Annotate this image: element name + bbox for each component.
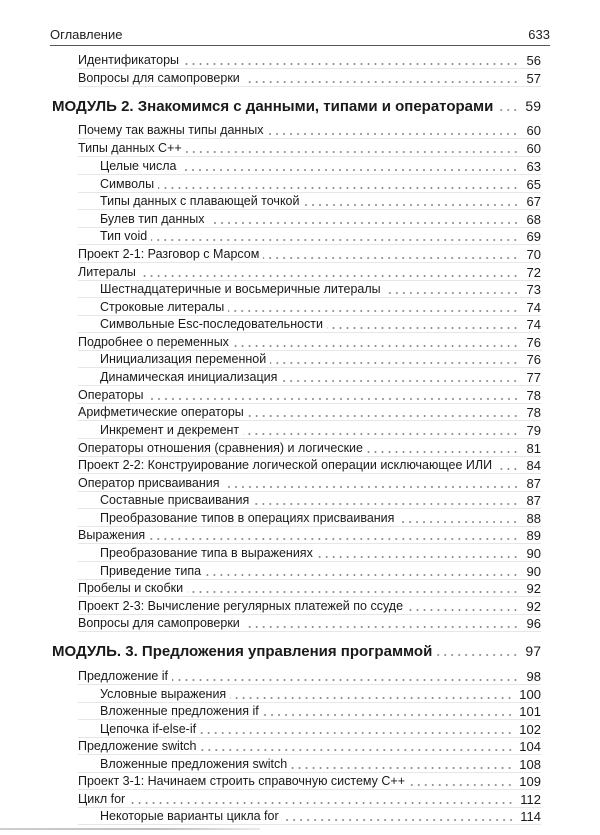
toc-entry [100, 228, 541, 244]
toc-entry-page-number: 76 [526, 335, 541, 350]
toc-entry [78, 246, 541, 262]
dot-leader [243, 433, 519, 435]
toc-entry-title: Символьные Esc-последовательности [100, 317, 327, 332]
toc-entry-page-number: 57 [526, 71, 541, 86]
row-rule [78, 596, 541, 597]
toc-entry [78, 773, 541, 789]
toc-entry-title: Пробелы и скобки [78, 581, 187, 596]
dot-leader [151, 239, 519, 241]
toc-entry-page-number: 81 [526, 441, 541, 456]
toc-entry [78, 70, 541, 86]
toc-entry-page-number: 88 [526, 511, 541, 526]
dot-leader [233, 345, 519, 347]
toc-entry-page-number: 98 [526, 669, 541, 684]
running-header [50, 20, 550, 46]
dot-leader [281, 380, 519, 382]
toc-entry [100, 721, 541, 737]
row-rule [78, 86, 541, 87]
toc-entry-title: Цикл for [78, 792, 129, 807]
row-rule [78, 754, 541, 755]
toc-entry-title: Выражения [78, 528, 149, 543]
dot-leader [183, 63, 519, 65]
dot-leader [409, 784, 513, 786]
toc-entry-title: Условные выражения [100, 687, 230, 702]
row-rule [78, 244, 541, 245]
toc-entry-page-number: 90 [526, 564, 541, 579]
scan-edge-line [0, 828, 260, 830]
toc-entry-page-number: 102 [519, 722, 541, 737]
dot-leader [497, 109, 519, 111]
dot-leader [253, 503, 519, 505]
toc-entry-title: Операторы отношения (сравнения) и логические [78, 441, 367, 456]
dot-leader [129, 802, 514, 804]
toc-entry [100, 563, 541, 579]
toc-entry [100, 176, 541, 192]
toc-entry [100, 422, 541, 438]
toc-entry [78, 668, 541, 684]
toc-entry [78, 527, 541, 543]
toc-entry [100, 492, 541, 508]
toc-entry-page-number: 109 [519, 774, 541, 789]
toc-entry-page-number: 78 [526, 388, 541, 403]
toc-entry [78, 404, 541, 420]
toc-entry-page-number: 63 [526, 159, 541, 174]
toc-entry-title: Литералы [78, 265, 140, 280]
dot-leader [407, 609, 519, 611]
toc-entry-page-number: 112 [520, 792, 541, 807]
toc-entry [100, 808, 541, 824]
dot-leader [224, 486, 519, 488]
row-rule [78, 367, 541, 368]
row-rule [78, 209, 541, 210]
dot-leader [270, 362, 519, 364]
toc-entry-title: Предложение switch [78, 739, 201, 754]
toc-entry [100, 211, 541, 227]
dot-leader [230, 697, 513, 699]
toc-entry-page-number: 97 [525, 643, 541, 659]
dot-leader [263, 714, 514, 716]
toc-entry-title: Шестнадцатеричные и восьмеричные литералы [100, 282, 385, 297]
toc-entry-page-number: 60 [526, 123, 541, 138]
dot-leader [436, 654, 519, 656]
toc-entry-title: Предложение if [78, 669, 172, 684]
row-rule [78, 561, 541, 562]
toc-entry [100, 756, 541, 772]
toc-entry-title: Проект 2-2: Конструирование логической операции исключающее ИЛИ [78, 458, 496, 473]
dot-leader [367, 451, 519, 453]
toc-entry-title: Арифметические операторы [78, 405, 248, 420]
toc-entry-title: Символы [100, 177, 158, 192]
toc-entry-title: МОДУЛЬ 2. Знакомимся с данными, типами и операторами [52, 97, 497, 116]
toc-entry-title: Тип void [100, 229, 151, 244]
toc-entry [78, 140, 541, 156]
toc-entry-page-number: 74 [526, 317, 541, 332]
toc-entry [100, 299, 541, 315]
toc-entry-title: Инициализация переменной [100, 352, 270, 367]
row-rule [78, 420, 541, 421]
toc-entry [100, 158, 541, 174]
dot-leader [283, 819, 515, 821]
dot-leader [304, 204, 520, 206]
toc-entry-page-number: 96 [526, 616, 541, 631]
toc-entry-title: Подробнее о переменных [78, 335, 233, 350]
dot-leader [385, 292, 519, 294]
toc-entry-title: Операторы [78, 388, 148, 403]
dot-leader [317, 556, 519, 558]
toc-entry-title: Составные присваивания [100, 493, 253, 508]
toc-entry [78, 264, 541, 280]
toc-entry-title: Проект 2-1: Разговор с Марсом [78, 247, 263, 262]
toc-entry-title: Динамическая инициализация [100, 370, 281, 385]
toc-entry-title: Преобразование типов в операциях присваивания [100, 511, 398, 526]
toc-entry [100, 369, 541, 385]
toc-entry-title: Вложенные предложения if [100, 704, 263, 719]
dot-leader [148, 398, 519, 400]
toc-entry-page-number: 114 [520, 809, 541, 824]
toc-entry [100, 686, 541, 702]
toc-entry [100, 703, 541, 719]
row-rule [78, 508, 541, 509]
toc-entry-title: Некоторые варианты цикла for [100, 809, 283, 824]
toc-entry-page-number: 92 [526, 581, 541, 596]
toc-entry [78, 457, 541, 473]
toc-entry [78, 52, 541, 68]
toc-module-heading [52, 641, 541, 661]
dot-leader [201, 749, 514, 751]
toc-entry-page-number: 100 [519, 687, 541, 702]
toc-entry-page-number: 74 [526, 300, 541, 315]
dot-leader [180, 169, 519, 171]
toc-entry-page-number: 90 [526, 546, 541, 561]
toc-module-heading [52, 96, 541, 116]
dot-leader [158, 187, 519, 189]
toc-entry-page-number: 67 [526, 194, 541, 209]
row-rule [78, 473, 541, 474]
dot-leader [186, 151, 519, 153]
toc-entry-title: Типы данных С++ [78, 141, 186, 156]
toc-entry-page-number: 108 [519, 757, 541, 772]
toc-entry-page-number: 89 [526, 528, 541, 543]
row-rule [78, 138, 541, 139]
toc-entry-page-number: 87 [526, 493, 541, 508]
toc-entry-page-number: 76 [526, 352, 541, 367]
row-rule [78, 684, 541, 685]
toc-entry [100, 545, 541, 561]
toc-entry [78, 334, 541, 350]
dot-leader [327, 327, 519, 329]
toc-entry-title: Оператор присваивания [78, 476, 224, 491]
toc-entry-title: Проект 2-3: Вычисление регулярных платежей по ссуде [78, 599, 407, 614]
dot-leader [172, 679, 519, 681]
dot-leader [149, 538, 519, 540]
toc-entry [78, 122, 541, 138]
dot-leader [200, 732, 513, 734]
toc-entry [78, 738, 541, 754]
row-rule [78, 438, 541, 439]
dot-leader [209, 222, 520, 224]
toc-entry [78, 440, 541, 456]
toc-entry [78, 615, 541, 631]
row-rule [78, 789, 541, 790]
dot-leader [187, 591, 519, 593]
dot-leader [496, 468, 519, 470]
dot-leader [244, 626, 519, 628]
toc-entry-page-number: 56 [526, 53, 541, 68]
dot-leader [267, 133, 519, 135]
toc-entry-title: Целые числа [100, 159, 180, 174]
toc-entry-page-number: 69 [526, 229, 541, 244]
row-rule [78, 262, 541, 263]
toc-entry-page-number: 60 [526, 141, 541, 156]
toc-entry-title: Типы данных с плавающей точкой [100, 194, 304, 209]
toc-entry-title: Вопросы для самопроверки [78, 616, 244, 631]
toc-entry-title: МОДУЛЬ. 3. Предложения управления программой [52, 642, 436, 661]
toc-entry-page-number: 84 [526, 458, 541, 473]
toc-entry [78, 387, 541, 403]
row-rule [78, 332, 541, 333]
row-rule [78, 68, 541, 69]
dot-leader [291, 767, 513, 769]
toc-entry [78, 791, 541, 807]
toc-entry-title: Вопросы для самопроверки [78, 71, 244, 86]
toc-entry-page-number: 68 [526, 212, 541, 227]
toc-entry [100, 281, 541, 297]
toc-entry-page-number: 92 [526, 599, 541, 614]
toc-entry-page-number: 59 [525, 98, 541, 114]
row-rule [78, 631, 541, 632]
toc-entry-page-number: 104 [519, 739, 541, 754]
toc-entry [100, 316, 541, 332]
toc-entry-page-number: 65 [526, 177, 541, 192]
toc-entry-title: Почему так важны типы данных [78, 123, 267, 138]
dot-leader [205, 574, 519, 576]
toc-entry [100, 351, 541, 367]
toc-entry-title: Преобразование типа в выражениях [100, 546, 317, 561]
toc-entry-title: Булев тип данных [100, 212, 209, 227]
toc-entry-page-number: 72 [526, 265, 541, 280]
row-rule [78, 719, 541, 720]
dot-leader [244, 81, 519, 83]
row-rule [78, 156, 541, 157]
row-rule [78, 297, 541, 298]
dot-leader [228, 310, 519, 312]
toc-entry-page-number: 78 [526, 405, 541, 420]
row-rule [78, 385, 541, 386]
running-header-page-number: 633 [528, 27, 550, 42]
row-rule [78, 543, 541, 544]
toc-entry-title: Вложенные предложения switch [100, 757, 291, 772]
toc-entry-page-number: 77 [526, 370, 541, 385]
toc-entry-page-number: 70 [526, 247, 541, 262]
running-header-title: Оглавление [50, 27, 123, 42]
toc-entry [78, 475, 541, 491]
toc-entry-title: Приведение типа [100, 564, 205, 579]
toc-entry-title: Идентификаторы [78, 53, 183, 68]
dot-leader [248, 415, 519, 417]
toc-entry-title: Инкремент и декремент [100, 423, 243, 438]
dot-leader [263, 257, 519, 259]
toc-entry-page-number: 87 [526, 476, 541, 491]
toc-entry [100, 510, 541, 526]
toc-entry [78, 598, 541, 614]
toc-entry-title: Строковые литералы [100, 300, 228, 315]
dot-leader [398, 521, 519, 523]
toc-entry-title: Цепочка if-else-if [100, 722, 200, 737]
toc-entry [78, 580, 541, 596]
toc-entry-page-number: 101 [519, 704, 541, 719]
toc-entry-page-number: 79 [526, 423, 541, 438]
toc-entry [100, 193, 541, 209]
row-rule [78, 174, 541, 175]
row-rule [78, 824, 541, 825]
toc-entry-page-number: 73 [526, 282, 541, 297]
dot-leader [140, 275, 519, 277]
toc-entry-title: Проект 3-1: Начинаем строить справочную систему С++ [78, 774, 409, 789]
